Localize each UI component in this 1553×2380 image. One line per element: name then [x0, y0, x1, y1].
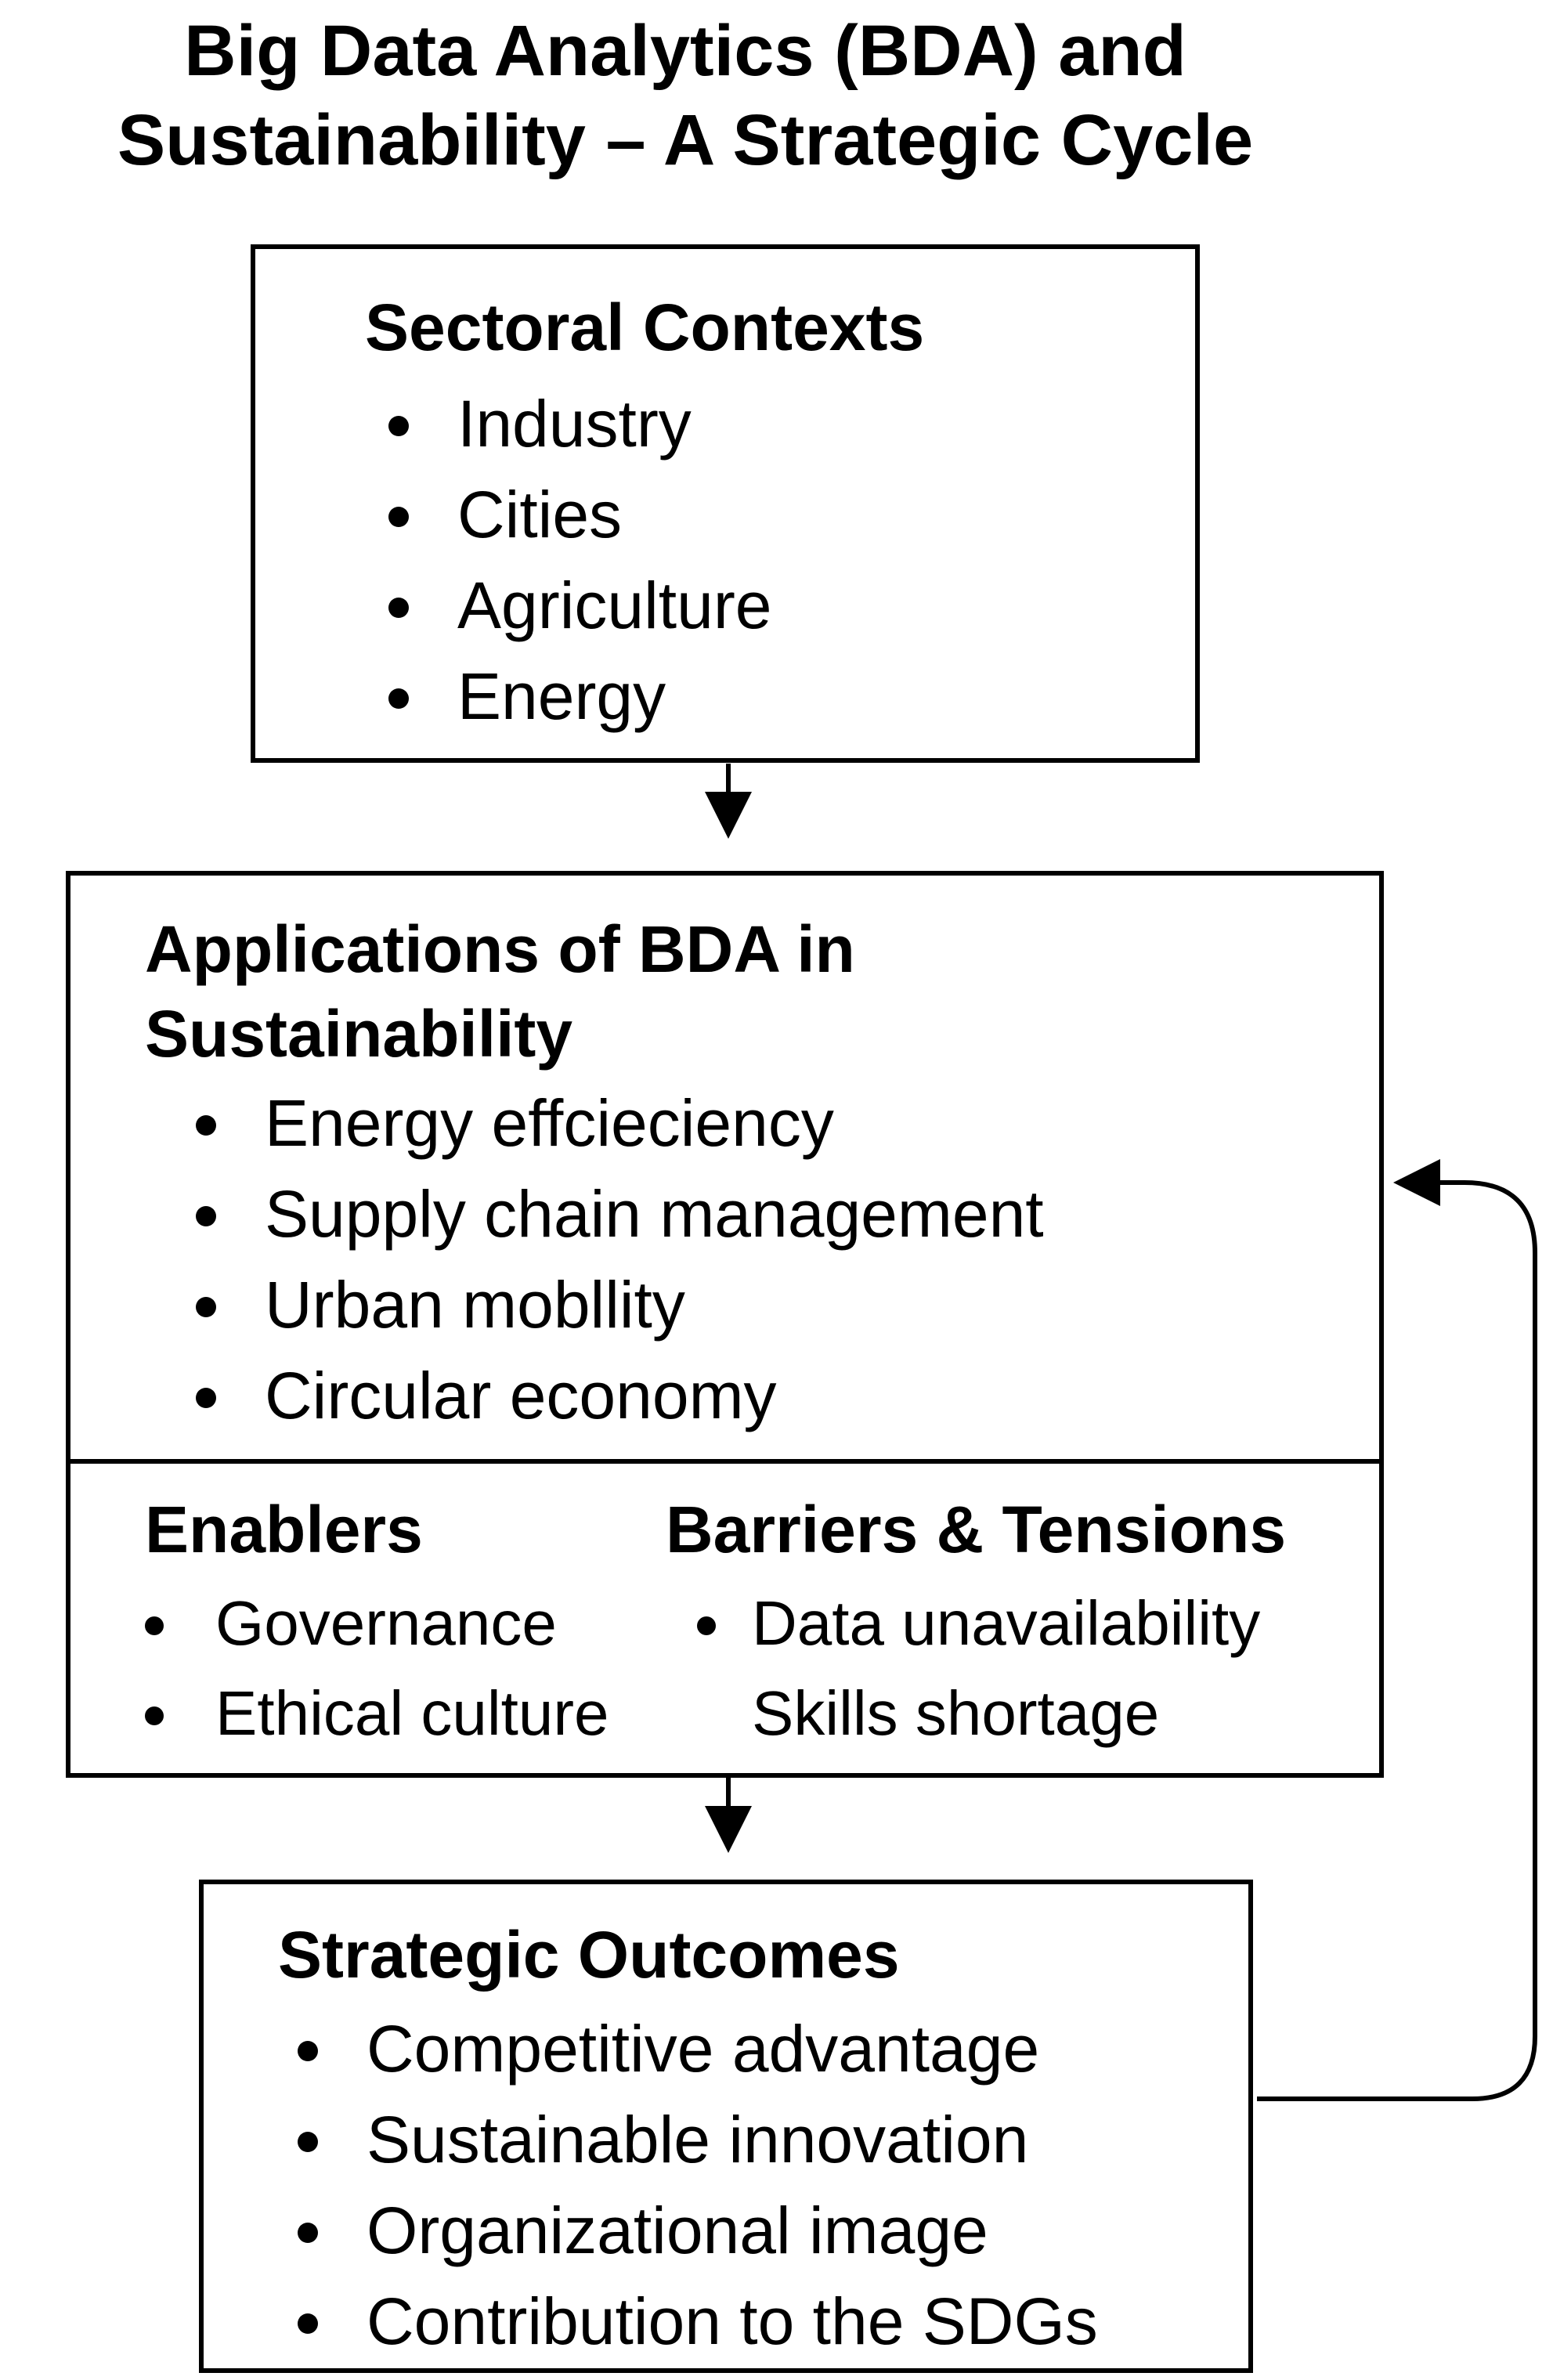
sectoral-contexts-box — [251, 244, 1200, 763]
bullet-icon — [196, 1297, 216, 1317]
list-item: Sustainable innovation — [298, 2094, 1098, 2185]
sectoral-contexts-list — [388, 378, 772, 742]
bullet-icon — [697, 1616, 716, 1635]
bullet-icon — [298, 2223, 318, 2243]
barriers-heading: Barriers & Tensions — [666, 1493, 1287, 1566]
strategic-outcomes-heading: Strategic Outcomes — [278, 1918, 900, 1992]
section-divider — [70, 1459, 1379, 1464]
list-item: Contribution to the SDGs — [298, 2276, 1098, 2367]
bullet-icon — [388, 688, 409, 709]
list-item: Energy effcieciency — [196, 1078, 1044, 1168]
list-item: Circular economy — [196, 1350, 1044, 1441]
list-item: Supply chain management — [196, 1168, 1044, 1259]
list-item: Competitive advantage — [298, 2003, 1098, 2094]
bullet-icon — [298, 2132, 318, 2152]
diagram-title-line-2: Sustainability – A Strategic Cycle — [117, 100, 1254, 180]
bullet-icon — [388, 416, 409, 436]
applications-box: Applications of BDA in Sustainability Energy effcieciency Supply chain management Urban mobllity Circular economy Enablers Governance Ethical culture Barriers & Tensions Data unavailability Skills shortage — [66, 871, 1384, 1778]
applications-heading-line-2: Sustainability — [145, 997, 573, 1071]
bullet-icon — [145, 1616, 164, 1635]
bullet-icon — [196, 1388, 216, 1408]
list-item: Cities — [388, 469, 772, 560]
applications-heading-line-1: Applications of BDA in — [145, 912, 855, 986]
applications-list — [196, 1078, 1044, 1441]
list-item: Energy — [388, 651, 772, 742]
sectoral-contexts-heading: Sectoral Contexts — [365, 291, 925, 364]
list-item: Organizational image — [298, 2185, 1098, 2276]
bullet-icon — [298, 2041, 318, 2061]
diagram-title-line-1: Big Data Analytics (BDA) and — [184, 11, 1186, 91]
applications-heading — [145, 907, 855, 1076]
bullet-icon — [145, 1706, 164, 1725]
enablers-heading: Enablers — [145, 1493, 423, 1566]
list-item: Industry — [388, 378, 772, 469]
bullet-icon — [196, 1206, 216, 1226]
list-item: Urban mobllity — [196, 1259, 1044, 1350]
barriers-item-skills-shortage: Skills shortage — [752, 1678, 1160, 1748]
bullet-icon — [388, 598, 409, 618]
strategic-outcomes-list — [298, 2003, 1098, 2367]
strategic-outcomes-box — [199, 1880, 1253, 2373]
bullet-icon — [388, 507, 409, 527]
bullet-icon — [196, 1115, 216, 1136]
bullet-icon — [298, 2313, 318, 2334]
list-item: Agriculture — [388, 560, 772, 651]
